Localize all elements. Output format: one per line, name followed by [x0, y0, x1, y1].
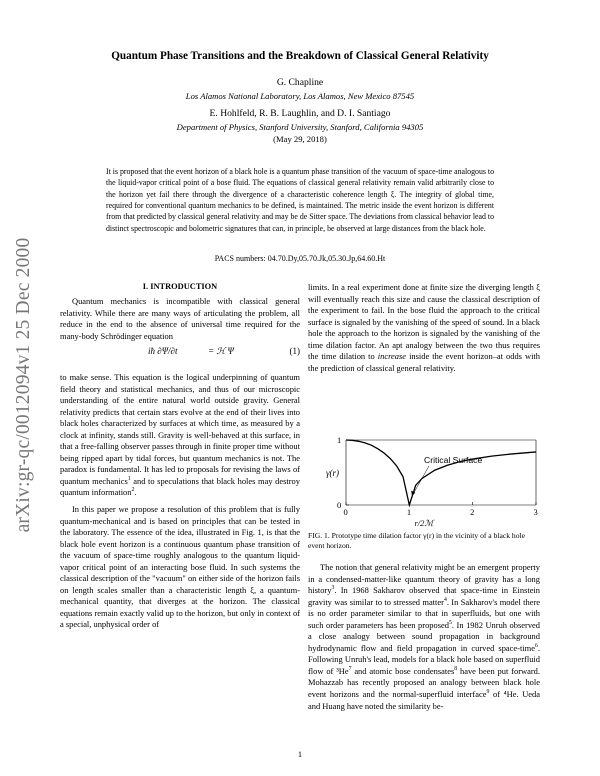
left-column-top — [60, 296, 300, 342]
gamma-curve — [346, 440, 536, 505]
equation-rhs: = ℋ Ψ — [208, 346, 234, 356]
right-column-body — [308, 562, 540, 712]
citation-ref: 4 — [443, 596, 447, 603]
citation-ref: 1 — [127, 476, 131, 483]
y-tick-label: 1 — [337, 435, 342, 445]
citation-ref: 3 — [331, 585, 335, 592]
authors-2: E. Hohlfeld, R. B. Laughlin, and D. I. Santiago — [209, 108, 391, 119]
figure-x-axis-label: r/2ℳ — [414, 518, 434, 528]
left-column-body — [60, 372, 300, 631]
paragraph-proposal: In this paper we propose a resolution of this problem that is fully quantum-mechanical and is based on principles that can be tested in the laboratory. The essence of the idea, illustrated in Fig. 1, is that the black hole event horizon is a continuous quantum phase transition of the vacuum of space-time roughly analogous to the quantum liquid-vapor critical point of an interacting bose fluid. In such systems the classical description of the "vacuum" on either side of the horizon fails on length scales smaller than a characteristic length ξ, a quantum-mechanical quantity, that diverges at the horizon. The classical equations remain exactly valid up to the horizon, but only in context of a special, unphysical order of — [60, 504, 300, 630]
figure-1-chart — [308, 432, 540, 517]
x-tick-label: 1 — [406, 507, 412, 517]
citation-ref: 7 — [348, 666, 352, 673]
author-1: G. Chapline — [276, 77, 324, 88]
y-axis-label: γ(r) — [326, 468, 340, 478]
paper-title: Quantum Phase Transitions and the Breakdown of Classical General Relativity — [111, 50, 489, 62]
critical-surface-label: Critical Surface — [424, 455, 483, 465]
paragraph-schrodinger: to make sense. This equation is the logical underpinning of quantum field theory and statistical mechanics, and thus of our microscopic understanding of the entire natural world outside gravity. General relativity predicts that certain stars evolve at the end of their lives into black holes characterized by surfaces at which time, as measured by a clock at infinity, stands still. Gravity is well-behaved at this surface, in that a free-falling observer passes through in finite proper time without being ripped apart by tidal forces, but quantum mechanics is not. The paradox is fundamental. It has led to proposals for revising the laws of quantum mechanics$^1$ and to speculations that black holes may destroy quantum information$^2$. — [60, 372, 300, 498]
x-tick-label: 3 — [533, 507, 538, 517]
paragraph-intro: Quantum mechanics is incompatible with classical general relativity. While there are many ways of articulating the problem, all reduce in the end to the absence of universal time required for the many-body Schrödinger equation — [60, 296, 300, 341]
abstract: It is proposed that the event horizon of a black hole is a quantum phase transition of the vacuum of space-time analogous to the liquid-vapor critical point of a bose fluid. The equations of classical general relativity remain valid arbitrarily close to the horizon yet fail there through the divergence of a characteristic coherence length ξ. The integrity of global time, required for conventional quantum mechanics to be defined, is maintained. The metric inside the event horizon is different from that predicted by classical general relativity and may be de Sitter space. The deviations from classical behavior lead to distinct spectroscopic and bolometric signatures that can, in principle, be observed at large distances from the black hole. — [106, 167, 494, 233]
equation-1 — [60, 342, 300, 364]
citation-ref: 2 — [131, 487, 135, 494]
y-tick-label: 0 — [337, 500, 342, 510]
citation-ref: 9 — [486, 689, 490, 696]
paragraph-history: The notion that general relativity might be an emergent property in a condensed-matter-like quantum theory of gravity has a long history$^3$. In 1968 Sakharov observed that space-time in Einstein gravity was similar to to stressed matter$^4$. In Sakharov's model there is no order parameter similar to that in superfluids, but one with such order parameters has been proposed$^5$. In 1982 Unruh observed a close analogy between sound propagation in background hydrodynamic flow and field propagation in curved space-time$^6$. Following Unruh's lead, models for a black hole based on superfluid flow of ³He$^7$ and atomic bose condensates$^8$ have been put forward. Mohazzab has recently proposed an analogy between black hole event horizons and the normal-superfluid interface$^9$ of ⁴He. Ueda and Huang have noted the similarity be- — [308, 562, 541, 711]
citation-ref: 8 — [454, 666, 458, 673]
x-tick-label: 2 — [470, 507, 475, 517]
pacs-numbers: PACS numbers: 04.70.Dy,05.70.Jk,05.30.Jp,64.60.Ht — [214, 254, 386, 263]
affiliation-1: Los Alamos National Laboratory, Los Alamos, New Mexico 87545 — [185, 91, 415, 101]
page-number: 1 — [297, 750, 303, 759]
annotation-arrow — [412, 466, 429, 496]
citation-ref: 6 — [534, 643, 538, 650]
paragraph-limits: limits. In a real experiment done at finite size the diverging length ξ will eventually reach this size and cause the classical description of the experiment to fail. In the bose fluid the approach to the critical surface is signaled by the vanishing of the speed of sound. In a black hole the approach to the horizon is signaled by the vanishing of the time dilation factor. An apt analogy between the two thus requires the time dilation to increase inside the event horizon–at odds with the prediction of classical general relativity. — [308, 282, 540, 373]
right-column-top — [308, 282, 540, 374]
section-heading: I. INTRODUCTION — [142, 282, 218, 291]
citation-ref: 5 — [448, 619, 452, 626]
arxiv-id: arXiv:gr-qc/0012094v1 25 Dec 2000 — [13, 237, 34, 533]
affiliation-2: Department of Physics, Stanford University, Stanford, California 94305 — [176, 122, 424, 132]
arxiv-sidebar-stamp — [4, 180, 44, 590]
paper-date: (May 29, 2018) — [273, 134, 327, 144]
x-tick-label: 0 — [343, 507, 348, 517]
equation-lhs: iħ ∂Ψ/∂t — [148, 346, 178, 356]
figure-caption: FIG. 1. Prototype time dilation factor γ(r) in the vicinity of a black hole event horizon. — [308, 531, 525, 551]
equation-number: (1) — [289, 346, 300, 356]
